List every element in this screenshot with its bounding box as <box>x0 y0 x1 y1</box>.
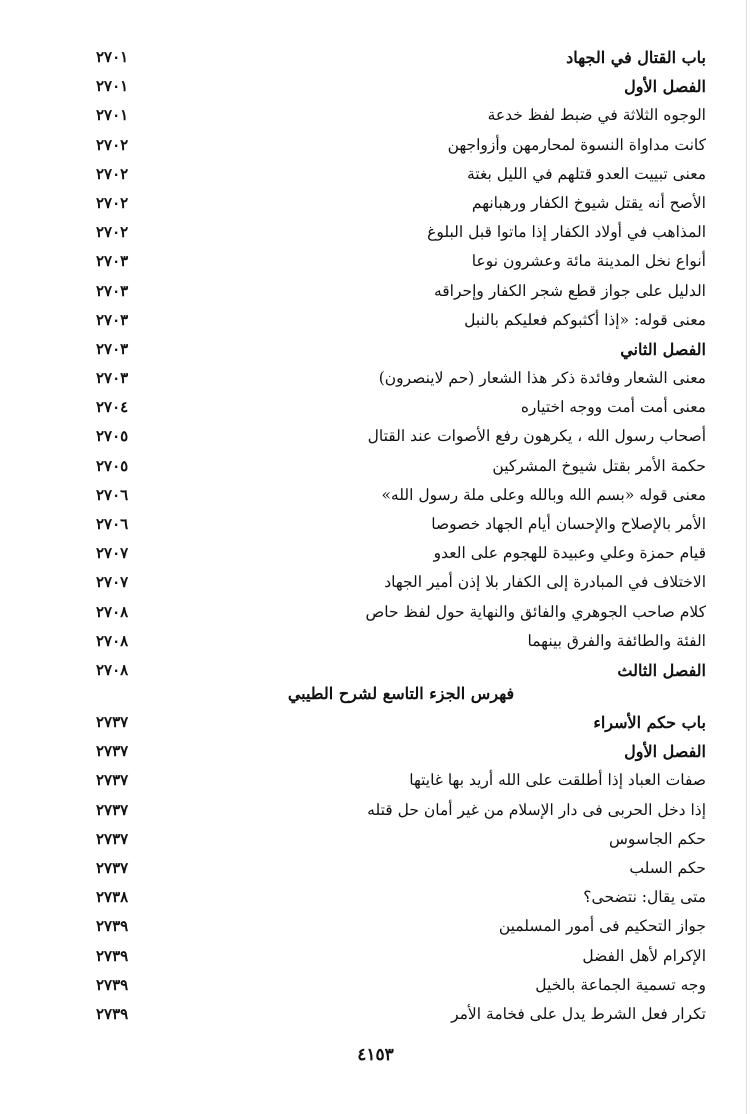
entry-title: الفصل الأول <box>624 742 706 762</box>
entry-title: وجه تسمية الجماعة بالخيل <box>535 975 706 994</box>
index-entry <box>96 912 706 941</box>
entry-title: صفات العباد إذا أطلقت على الله أريد بها غايتها <box>409 771 706 790</box>
entry-page-number: ٢٧٠٢ <box>96 164 129 183</box>
page-number: ٤١٥٣ <box>357 1045 394 1065</box>
entry-page-number: ٢٧٠١ <box>96 48 129 66</box>
index-entry <box>96 335 706 364</box>
index-entry <box>96 796 706 825</box>
index-entry <box>96 101 706 130</box>
entry-page-number: ٢٧٣٧ <box>96 800 129 819</box>
entry-page-number: ٢٧٠٨ <box>96 602 129 621</box>
entry-page-number: ٢٧٠٧ <box>96 544 129 563</box>
entry-page-number: ٢٧٠٦ <box>96 515 129 533</box>
entry-page-number: ٢٧٠٣ <box>96 339 129 358</box>
entry-title: الإكرام لأهل الفضل <box>582 946 706 965</box>
entry-page-number: ٢٧٣٩ <box>96 1004 129 1023</box>
entry-page-number: ٢٧٠٨ <box>96 660 129 679</box>
entry-title: حكمة الأمر بقتل شيوخ المشركين <box>492 456 706 475</box>
entry-page-number: ٢٧٣٧ <box>96 713 129 731</box>
entry-title: معنى أمت أمت ووجه اختياره <box>520 398 706 417</box>
entry-title: الفصل الأول <box>624 77 706 97</box>
entry-title: كانت مداواة النسوة لمحارمهن وأزواجهن <box>447 135 706 154</box>
entry-page-number: ٢٧٠٣ <box>96 281 129 300</box>
index-section-1 <box>96 43 706 685</box>
index-entry <box>96 481 706 510</box>
index-entry <box>96 218 706 247</box>
entry-page-number: ٢٧٣٩ <box>96 946 129 965</box>
entry-title: حكم السلب <box>629 858 706 877</box>
entry-title: أصحاب رسول الله ، يكرهون رفع الأصوات عند القتال <box>367 427 706 446</box>
index-section-2 <box>96 708 706 1029</box>
index-entry <box>96 598 706 627</box>
entry-page-number: ٢٧٣٨ <box>96 888 129 907</box>
index-entry <box>96 393 706 422</box>
entry-page-number: ٢٧٠٣ <box>96 369 129 388</box>
entry-page-number: ٢٧٠٢ <box>96 223 129 242</box>
index-entry <box>96 43 706 72</box>
entry-title: حكم الجاسوس <box>608 829 706 848</box>
entry-title: الأصح أنه يقتل شيوخ الكفار ورهبانهم <box>471 193 706 212</box>
entry-title: تكرار فعل الشرط يدل على فخامة الأمر <box>451 1004 706 1023</box>
index-entry <box>96 971 706 1000</box>
index-entry <box>96 72 706 101</box>
entry-title: معنى الشعار وفائدة ذكر هذا الشعار (حم لاينصرون) <box>378 369 706 388</box>
entry-page-number: ٢٧٣٧ <box>96 742 129 761</box>
entry-title: باب القتال في الجهاد <box>566 48 706 67</box>
index-entry <box>96 854 706 883</box>
entry-page-number: ٢٧٠٨ <box>96 631 129 650</box>
entry-page-number: ٢٧٣٩ <box>96 975 129 994</box>
entry-page-number: ٢٧٣٧ <box>96 858 129 877</box>
entry-title: جواز التحكيم فى أمور المسلمين <box>498 917 706 936</box>
index-entry <box>96 510 706 539</box>
entry-title: معنى قوله: «إذا أكثبوكم فعليكم بالنبل <box>464 310 706 329</box>
entry-page-number: ٢٧٠٦ <box>96 485 129 504</box>
entry-title: الفئة والطائفة والفرق بينهما <box>527 631 706 650</box>
index-entry <box>96 883 706 912</box>
entry-page-number: ٢٧٠٢ <box>96 135 129 154</box>
entry-title: أنواع نخل المدينة مائة وعشرون نوعا <box>471 252 706 271</box>
index-entry <box>96 708 706 737</box>
index-entry <box>96 627 706 656</box>
index-entry <box>96 189 706 218</box>
index-entry <box>96 737 706 766</box>
entry-page-number: ٢٧٠٢ <box>96 193 129 212</box>
entry-title: الدليل على جواز قطع شجر الكفار وإحراقه <box>433 281 706 300</box>
entry-page-number: ٢٧٠٥ <box>96 456 129 475</box>
entry-title: الأمر بالإصلاح والإحسان أيام الجهاد خصوصا <box>431 515 706 533</box>
page-edge-line <box>746 0 747 1114</box>
index-entry <box>96 568 706 597</box>
index-entry <box>96 247 706 276</box>
entry-title: الفصل الثالث <box>617 660 706 680</box>
entry-title: قيام حمزة وعلي وعبيدة للهجوم على العدو <box>433 544 706 563</box>
entry-page-number: ٢٧٠١ <box>96 106 129 125</box>
index-entry <box>96 364 706 393</box>
entry-title: الفصل الثاني <box>620 339 706 359</box>
index-entry <box>96 539 706 568</box>
entry-title: الاختلاف في المبادرة إلى الكفار بلا إذن أمير الجهاد <box>384 573 706 592</box>
entry-title: الوجوه الثلاثة في ضبط لفظ خدعة <box>487 106 706 125</box>
entry-title: باب حكم الأسراء <box>593 713 706 732</box>
index-entry <box>96 825 706 854</box>
index-entry <box>96 942 706 971</box>
index-entry <box>96 306 706 335</box>
index-entry <box>96 422 706 451</box>
entry-page-number: ٢٧٠٣ <box>96 310 129 329</box>
entry-title: إذا دخل الحربى فى دار الإسلام من غير أمان حل قتله <box>367 800 706 819</box>
index-entry <box>96 277 706 306</box>
entry-title: متى يقال: نتضحى؟ <box>583 888 706 907</box>
entry-page-number: ٢٧٠١ <box>96 77 129 96</box>
index-entry <box>96 452 706 481</box>
entry-page-number: ٢٧٠٧ <box>96 573 129 592</box>
entry-page-number: ٢٧٠٤ <box>96 398 129 417</box>
entry-page-number: ٢٧٣٩ <box>96 917 129 936</box>
entry-page-number: ٢٧٠٥ <box>96 427 129 446</box>
entry-page-number: ٢٧٠٣ <box>96 252 129 271</box>
index-entry <box>96 131 706 160</box>
entry-page-number: ٢٧٣٧ <box>96 829 129 848</box>
index-entry <box>96 766 706 795</box>
index-entry <box>96 160 706 189</box>
entry-title: معنى قوله «بسم الله وبالله وعلى ملة رسول الله» <box>381 485 706 504</box>
entry-title: المذاهب في أولاد الكفار إذا ماتوا قبل البلوغ <box>427 223 706 242</box>
section-heading: فهرس الجزء التاسع لشرح الطيبي <box>287 684 515 703</box>
entry-page-number: ٢٧٣٧ <box>96 771 129 790</box>
entry-title: كلام صاحب الجوهري والفائق والنهاية حول لفظ حاص <box>365 602 706 621</box>
entry-title: معنى تبييت العدو قتلهم في الليل بغتة <box>467 164 706 183</box>
index-entry <box>96 1000 706 1029</box>
